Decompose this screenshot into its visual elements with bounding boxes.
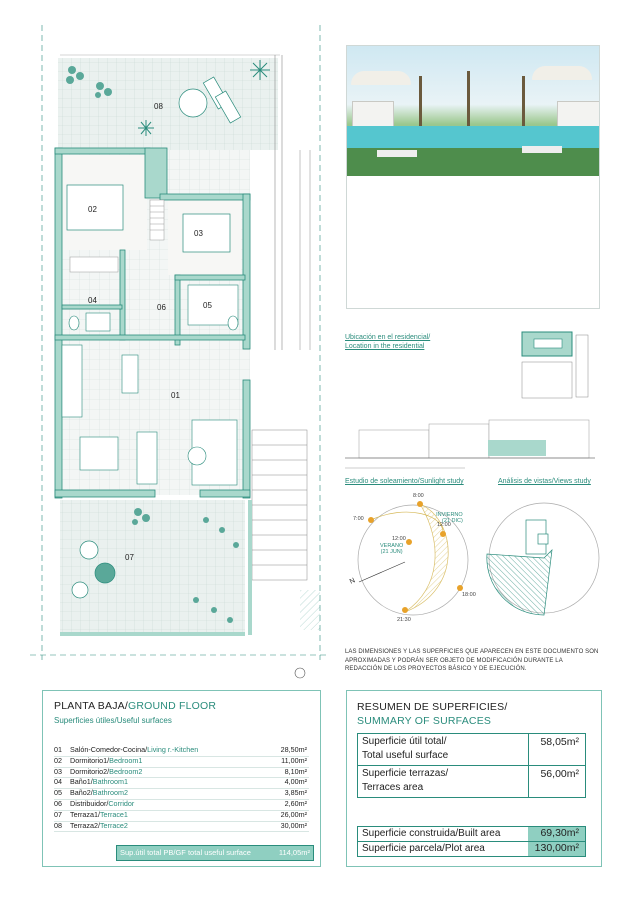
pool-render-image [347, 46, 599, 176]
sun-time-1800: 18:00 [462, 592, 476, 598]
terraces-area-box: Superficie terrazas/ Terraces area 56,00m² [357, 765, 586, 798]
summary-title: RESUMEN DE SUPERFICIES/ SUMMARY OF SURFACES [357, 701, 508, 727]
sunlight-diagram [345, 490, 485, 625]
row-value: 28,50m² [280, 745, 307, 754]
sun-time-1200-winter: 12:00 [437, 522, 451, 528]
room-label-01: 01 [171, 391, 180, 400]
row-label: Salón-Comedor-Cocina/Living r.-Kitchen [70, 745, 199, 754]
row-number: 03 [54, 766, 62, 776]
disclaimer-text: LAS DIMENSIONES Y LAS SUPERFICIES QUE APARECEN EN ESTE DOCUMENTO SON APROXIMADAS Y PODRÁN SER OBJETO DE MODIFICACIÓN DURANTE LA REDACCIÓN DE LOS PROYECTOS BÁSICO Y DE EJECUCIÓN. [345, 649, 599, 672]
north-label: N [348, 577, 357, 586]
room-label-07: 07 [125, 553, 134, 562]
row-label: Terraza1/Terrace1 [70, 809, 128, 819]
row-label: Baño2/Bathroom2 [70, 788, 128, 798]
row-number: 07 [54, 809, 62, 819]
row-value: 26,00m² [280, 809, 307, 819]
row-number: 02 [54, 755, 62, 765]
summer-label: VERANO (21 JUN) [380, 543, 404, 555]
room-label-08: 08 [154, 102, 163, 111]
ground-floor-title: PLANTA BAJA/GROUND FLOOR [54, 700, 217, 712]
sun-time-1200-summer: 12:00 [392, 536, 406, 542]
winter-label: INVIERNO (21 DIC) [436, 512, 463, 524]
row-label: Dormitorio1/Bedroom1 [70, 755, 143, 765]
useful-surfaces-subtitle: Superficies útiles/Useful surfaces [54, 716, 172, 725]
row-value: 2,60m² [284, 799, 307, 808]
location-label: Ubicación en el residencial/ Location in the residential [345, 334, 431, 350]
render-frame [346, 45, 600, 309]
room-label-06: 06 [157, 303, 166, 312]
ground-floor-panel [42, 690, 321, 867]
row-number: 06 [54, 799, 62, 808]
row-value: 11,00m² [281, 755, 307, 765]
row-number: 05 [54, 788, 62, 798]
room-label-04: 04 [88, 296, 97, 305]
row-value: 30,00m² [280, 820, 307, 830]
built-area-box: Superficie construida/Built area 69,30m² [357, 826, 586, 842]
row-number: 01 [54, 745, 62, 754]
row-number: 04 [54, 777, 62, 787]
sunlight-study-label: Estudio de soleamiento/Sunlight study [345, 478, 464, 485]
sun-time-0700: 7:00 [353, 516, 364, 522]
plot-area-box: Superficie parcela/Plot area 130,00m² [357, 841, 586, 857]
row-label: Baño1/Bathroom1 [70, 777, 128, 787]
sun-time-2130: 21:30 [397, 617, 411, 623]
row-label: Distribuidor/Corridor [70, 799, 135, 808]
row-value: 8,10m² [284, 766, 307, 776]
row-number: 08 [54, 820, 62, 830]
row-label: Dormitorio2/Bedroom2 [70, 766, 143, 776]
row-value: 3,85m² [284, 788, 307, 798]
views-study-label: Análisis de vistas/Views study [498, 478, 591, 485]
surface-row [54, 821, 309, 833]
views-diagram [482, 490, 602, 625]
room-label-02: 02 [88, 205, 97, 214]
room-label-03: 03 [194, 229, 203, 238]
location-map [518, 330, 590, 402]
sun-time-0800: 8:00 [413, 493, 424, 499]
total-useful-row: Sup.útil total PB/GF total useful surface 114,05m² [116, 845, 314, 861]
floor-plan [0, 0, 330, 690]
summary-panel [346, 690, 602, 867]
useful-surface-box: Superficie útil total/ Total useful surface 58,05m² [357, 733, 586, 766]
building-section [345, 410, 595, 475]
row-value: 4,00m² [284, 777, 307, 787]
row-label: Terraza2/Terrace2 [70, 820, 128, 830]
room-label-05: 05 [203, 301, 212, 310]
